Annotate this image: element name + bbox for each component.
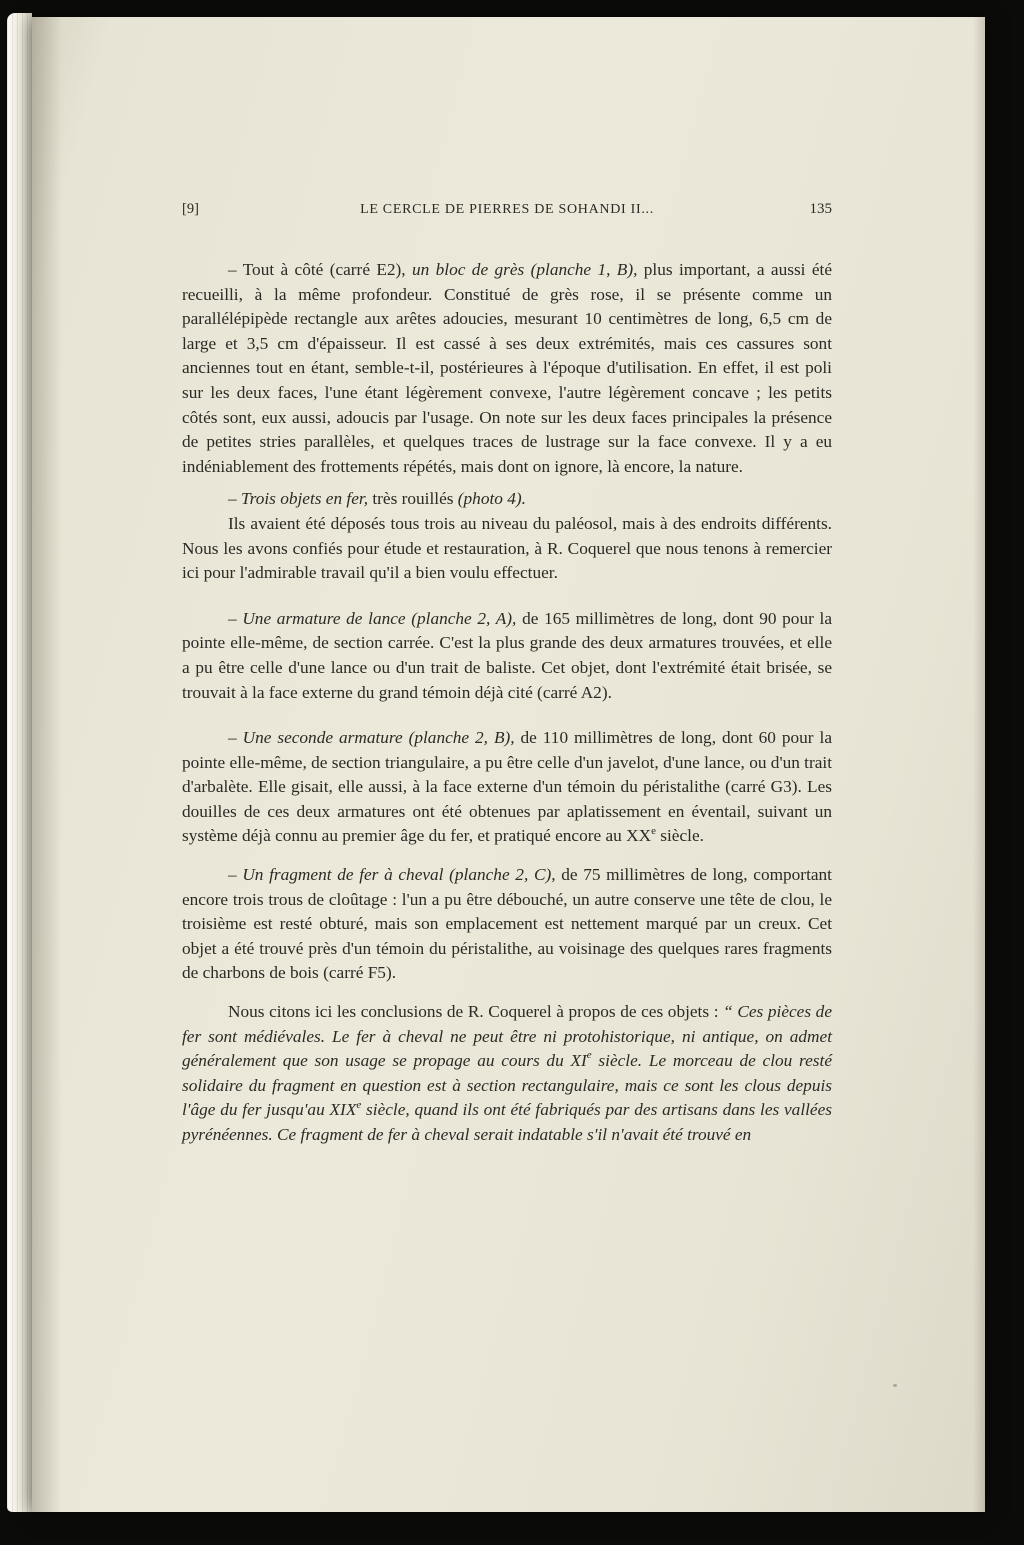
paragraph-seconde-armature: – Une seconde armature (planche 2, B), de 110 millimètres de long, dont 60 pour la pointe elle-même, de section triangulaire, a pu être celle d'un javelot, d'une lance, ou d'un trait d'arbalète. Elle gisait, elle aussi, à la face externe d'un témoin du péristalithe (carré G3). Les douilles de ces deux armatures ont été obtenues par aplatissement en éventail, suivant un système déjà connu au premier âge du fer, et pratiqué encore au XXe siècle. xyxy=(182,728,832,846)
book-page xyxy=(32,17,985,1512)
paragraph-depose-paleosol: Ils avaient été déposés tous trois au niveau du paléosol, mais à des endroits différents. Nous les avons confiés pour étude et restauration, à R. Coquerel que nous tenons à remercier ici pour l'admirable travail qu'il a bien voulu effectuer. xyxy=(182,513,832,583)
dust-speck xyxy=(893,1384,897,1387)
page-number: 135 xyxy=(809,201,832,217)
page-edge-stack xyxy=(7,13,32,1512)
paragraph-armature-lance: – Une armature de lance (planche 2, A), de 165 millimètres de long, dont 90 pour la pointe elle-même, de section carrée. C'est la plus grande des deux armatures trouvées, et elle a pu être celle d'une lance ou d'un trait de baliste. Cet objet, dont l'extrémité était brisée, se trouvait à la face externe du grand témoin déjà cité (carré A2). xyxy=(182,608,832,702)
paragraph-trois-objets: – Trois objets en fer, très rouillés (photo 4). xyxy=(228,489,526,509)
running-title: LE CERCLE DE PIERRES DE SOHANDI II... xyxy=(360,202,654,217)
paragraph-bloc-de-gres: – Tout à côté (carré E2), un bloc de grès (planche 1, B), plus important, a aussi été recueilli, à la même profondeur. Constitué de grès rose, il se présente comme un parallélépipède rectangle aux arêtes adoucies, mesurant 10 centimètres de long, 6,5 cm de large et 3,5 cm d'épaisseur. Il est cassé à ses deux extrémités, mais ces cassures sont anciennes tout en étant, semble-t-il, postérieures à l'époque d'utilisation. En effet, il est poli sur les deux faces, l'une étant légèrement convexe, l'autre légèrement concave ; les petits côtés sont, eux aussi, adoucis par l'usage. On note sur les deux faces principales la présence de petites stries parallèles, et quelques traces de lustrage sur la face convexe. Il y a eu indéniablement des frottements répétés, mais dont on ignore, là encore, la nature. xyxy=(182,260,832,476)
page-header xyxy=(182,201,832,218)
paragraph-conclusions-citation: Nous citons ici les conclusions de R. Coquerel à propos de ces objets : “ Ces pièces de fer sont médiévales. Le fer à cheval ne peut être ni protohistorique, ni antique, on admet généralement que son usage se propage au cours du XIe siècle. Le morceau de clou resté solidaire du fragment en question est à section rectangulaire, mais ce sont les clous depuis l'âge du fer jusqu'au XIXe siècle, quand ils ont été fabriqués par des artisans dans les vallées pyrénéennes. Ce fragment de fer à cheval serait indatable s'il n'avait été trouvé en xyxy=(182,1002,832,1144)
section-marker: [9] xyxy=(182,201,199,217)
body-text xyxy=(182,258,832,1148)
page-content xyxy=(182,17,832,1148)
paragraph-fer-a-cheval: – Un fragment de fer à cheval (planche 2, C), de 75 millimètres de long, comportant encore trois trous de cloûtage : l'un a pu être débouché, un autre conserve une tête de clou, le troisième est resté obturé, mais son emplacement est nettement marqué par un creux. Cet objet a été trouvé près d'un témoin du péristalithe, au voisinage des quelques rares fragments de charbons de bois (carré F5). xyxy=(182,865,832,983)
